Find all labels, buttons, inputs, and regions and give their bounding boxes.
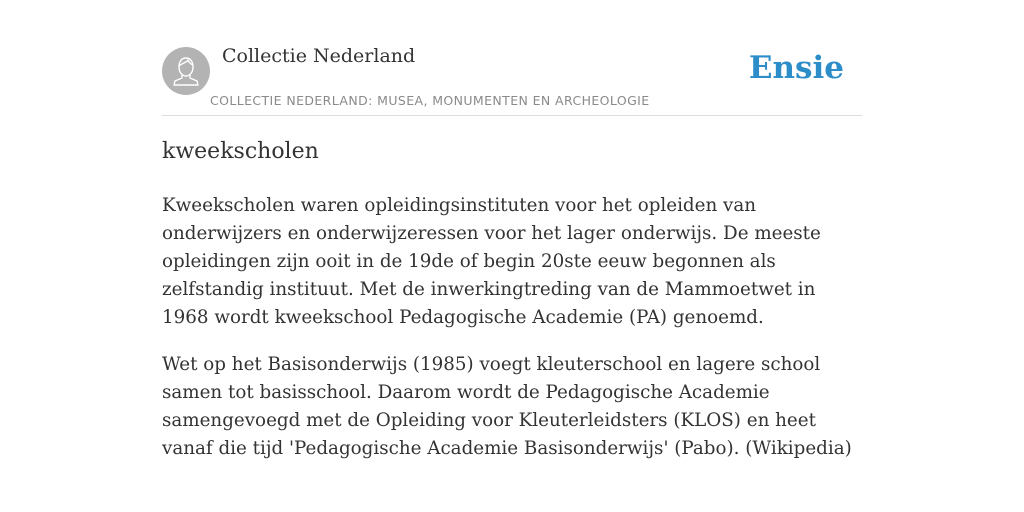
article-body: [162, 192, 862, 482]
page-title: kweekscholen: [162, 139, 319, 164]
user-icon: [162, 47, 210, 95]
brand-logo[interactable]: Ensie: [748, 50, 844, 86]
article-paragraph: Wet op het Basisonderwijs (1985) voegt kleuterschool en lagere school samen tot basisschool. Daarom wordt de Pedagogische Academie samengevoegd met de Opleiding voor Kleuterleidsters (KLOS) en heet vanaf die tijd 'Pedagogische Academie Basisonderwijs' (Pabo). (Wikipedia): [162, 354, 852, 459]
avatar[interactable]: [162, 47, 210, 95]
article-paragraph: Kweekscholen waren opleidingsinstituten voor het opleiden van onderwijzers en onderwijzeressen voor het lager onderwijs. De meeste opleidingen zijn ooit in de 19de of begin 20ste eeuw begonnen als zelfstandig instituut. Met de inwerkingtreding van de Mammoetwet in 1968 wordt kweekschool Pedagogische Academie (PA) genoemd.: [162, 195, 821, 328]
header: [162, 0, 862, 116]
author-name[interactable]: Collectie Nederland: [222, 45, 416, 67]
page: [162, 0, 862, 459]
source-label[interactable]: COLLECTIE NEDERLAND: MUSEA, MONUMENTEN EN ARCHEOLOGIE: [210, 93, 650, 108]
